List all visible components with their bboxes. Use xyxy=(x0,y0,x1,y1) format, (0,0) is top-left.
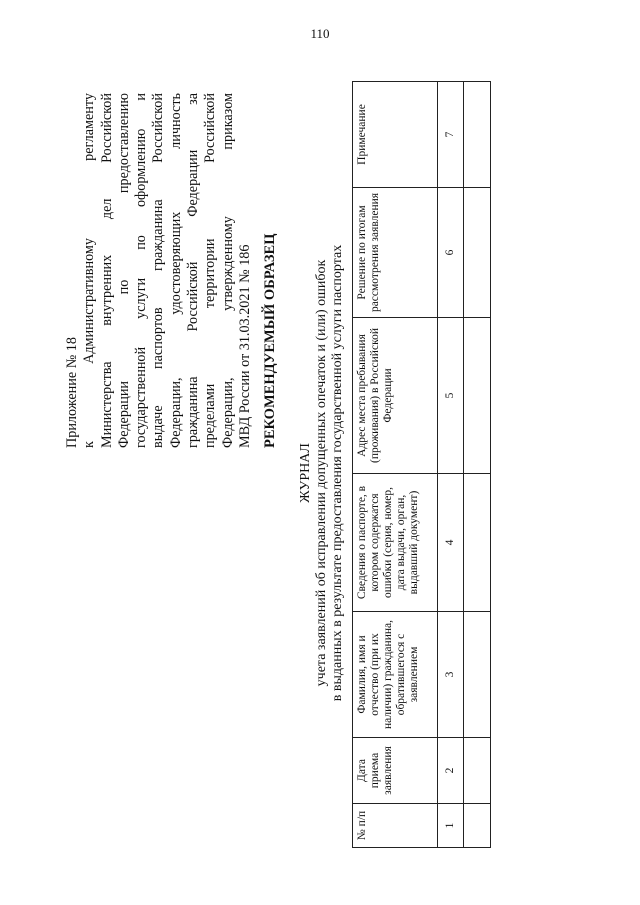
appendix-block xyxy=(64,93,254,448)
table-cell: 1 xyxy=(438,804,464,848)
appendix-line: Федерации, удостоверяющих личность xyxy=(167,93,184,448)
appendix-line: к Административному регламенту xyxy=(81,93,98,448)
appendix-line: государственной услуги по оформлению и xyxy=(133,93,150,448)
header-fullname: Фамилия, имя и отчество (при их наличии) гражданина, обратившегося с заявлением xyxy=(353,612,438,738)
table-cell: 5 xyxy=(438,318,464,474)
appendix-line: Федерации, утвержденному приказом xyxy=(219,93,236,448)
table-cell xyxy=(464,612,491,738)
table-number-row xyxy=(438,82,464,848)
table-cell: 2 xyxy=(438,738,464,804)
header-note: Примечание xyxy=(353,82,438,188)
header-number: № п/п xyxy=(353,804,438,848)
appendix-line: пределами территории Российской xyxy=(202,93,219,448)
table-cell xyxy=(464,738,491,804)
header-date: Дата приема заявления xyxy=(353,738,438,804)
appendix-line: МВД России от 31.03.2021 № 186 xyxy=(236,244,253,448)
appendix-line: выдаче паспортов гражданина Российской xyxy=(150,93,167,448)
table-cell: 3 xyxy=(438,612,464,738)
appendix-line: Приложение № 18 xyxy=(64,337,80,448)
header-passport-info: Сведения о паспорте, в котором содержатся ошибки (серия, номер, дата выдачи, орган, выдавший документ) xyxy=(353,474,438,612)
appendix-line: Федерации по предоставлению xyxy=(115,93,132,448)
recommended-sample-label: РЕКОМЕНДУЕМЫЙ ОБРАЗЕЦ xyxy=(262,233,278,448)
table-cell: 6 xyxy=(438,188,464,318)
table-cell xyxy=(464,318,491,474)
table-header-row xyxy=(353,82,438,848)
table-row xyxy=(464,82,491,848)
table-cell xyxy=(464,474,491,612)
appendix-line: гражданина Российской Федерации за xyxy=(185,93,202,448)
table-cell xyxy=(464,804,491,848)
journal-title: ЖУРНАЛ xyxy=(298,443,313,503)
journal-subtitle-line2: в выданных в результате предоставления государственной услуги паспортах xyxy=(330,244,345,702)
document-body-rotated xyxy=(64,78,494,868)
header-decision: Решение по итогам рассмотрения заявления xyxy=(353,188,438,318)
journal-subtitle-line1: учета заявлений об исправлении допущенных опечаток и (или) ошибок xyxy=(314,259,329,687)
journal-heading xyxy=(298,78,346,868)
table-cell: 7 xyxy=(438,82,464,188)
table-cell: 4 xyxy=(438,474,464,612)
table-cell xyxy=(464,82,491,188)
appendix-line: Министерства внутренних дел Российской xyxy=(98,93,115,448)
table-cell xyxy=(464,188,491,318)
header-address: Адрес места пребывания (проживания) в Российской Федерации xyxy=(353,318,438,474)
journal-table xyxy=(352,81,491,848)
page-number: 110 xyxy=(310,26,330,41)
